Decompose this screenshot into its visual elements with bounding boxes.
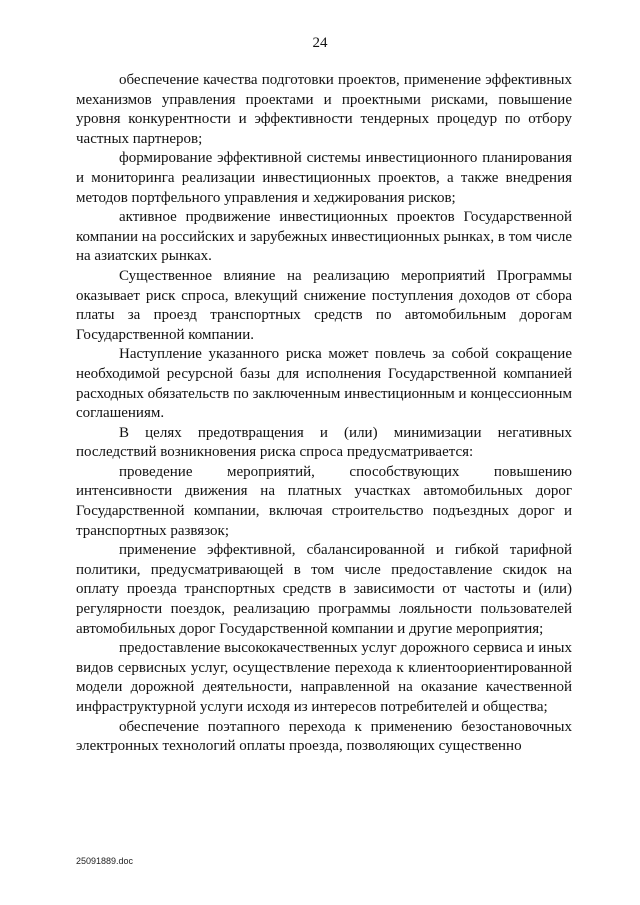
paragraph: применение эффективной, сбалансированной и гибкой тарифной политики, предусматривающей в том числе предоставление скидок на оплату проезда транспортных средств в зависимости от частоты и (или) регулярности поездок, реализацию программы лояльности пользователей автомобильных дорог Государственной компании и другие мероприятия; — [76, 542, 572, 637]
paragraph: предоставление высококачественных услуг дорожного сервиса и иных видов сервисных услуг, осуществление перехода к клиентоориентированной модели дорожной деятельности, направленной на оказание качественной инфраструктурной услуги исходя из интересов потребителей и общества; — [76, 640, 572, 715]
paragraph: В целях предотвращения и (или) минимизации негативных последствий возникновения риска спроса предусматривается: — [76, 424, 572, 461]
paragraph: обеспечение качества подготовки проектов, применение эффективных механизмов управления проектами и проектными рисками, повышение уровня конкурентности и эффективности тендерных процедур по отбору частных партнеров; — [76, 72, 572, 147]
paragraph: проведение мероприятий, способствующих повышению интенсивности движения на платных участках автомобильных дорог Государственной компании, включая строительство подъездных дорог и транспортных развязок; — [76, 463, 572, 539]
paragraph: обеспечение поэтапного перехода к применению безостановочных электронных технологий оплаты проезда, позволяющих существенно — [76, 718, 572, 755]
paragraph: Наступление указанного риска может повлечь за собой сокращение необходимой ресурсной базы для исполнения Государственной компанией расходных обязательств по заключенным инвестиционным и концессионным соглашениям. — [76, 346, 572, 422]
paragraph: Существенное влияние на реализацию мероприятий Программы оказывает риск спроса, влекущий снижение поступления доходов от сбора платы за проезд транспортных средств по автомобильным дорогам Государственной компании. — [76, 267, 572, 343]
page-number: 24 — [312, 35, 328, 51]
document-file-code: 25091889.doc — [76, 856, 134, 866]
paragraph: активное продвижение инвестиционных проектов Государственной компании на российских и зарубежных инвестиционных рынках, в том числе на азиатских рынках. — [76, 209, 572, 265]
document-body — [76, 71, 572, 757]
paragraph: формирование эффективной системы инвестиционного планирования и мониторинга реализации инвестиционных проектов, а также внедрения методов портфельного управления и хеджирования рисков; — [76, 150, 572, 206]
